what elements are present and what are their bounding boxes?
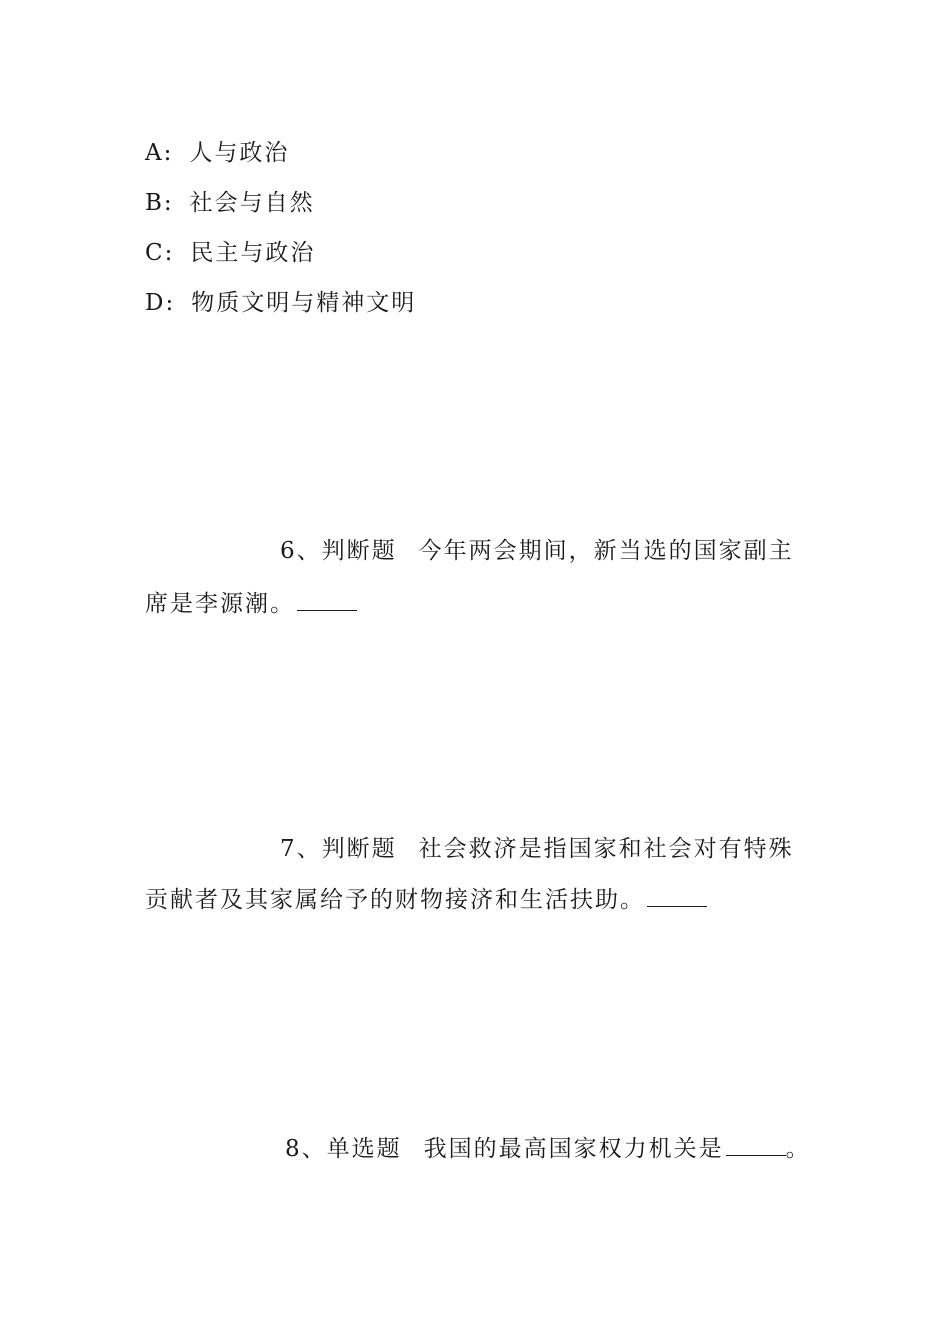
question-7-line2	[145, 884, 707, 915]
option-text: 社会与自然	[189, 190, 315, 216]
answer-blank	[726, 1133, 786, 1156]
option-text: 民主与政治	[190, 240, 316, 266]
question-type: 单选题	[326, 1136, 402, 1162]
option-d	[145, 288, 416, 318]
option-letter: B:	[145, 190, 174, 216]
question-text: 社会救济是指国家和社会对有特殊	[418, 836, 794, 862]
question-type: 判断题	[321, 538, 397, 564]
option-letter: D:	[145, 290, 176, 316]
answer-blank	[647, 884, 707, 907]
option-text: 物质文明与精神文明	[191, 290, 417, 316]
question-end: 。	[785, 1136, 811, 1162]
option-c	[145, 238, 315, 268]
question-text: 贡献者及其家属给予的财物接济和生活扶助。	[145, 887, 645, 913]
question-number: 7、	[280, 836, 322, 862]
question-type: 判断题	[321, 836, 397, 862]
question-7-line1	[280, 834, 794, 864]
option-a	[145, 138, 289, 168]
question-6-line2	[145, 588, 357, 619]
question-8-line1	[285, 1133, 811, 1164]
question-text: 今年两会期间，新当选的国家副主	[418, 538, 794, 564]
option-letter: C:	[145, 240, 175, 266]
option-b	[145, 188, 315, 218]
question-text: 席是李源潮。	[145, 591, 295, 617]
question-number: 6、	[280, 538, 322, 564]
question-text: 我国的最高国家权力机关是	[423, 1136, 724, 1162]
answer-blank	[297, 588, 357, 611]
option-text: 人与政治	[189, 140, 290, 166]
question-number: 8、	[285, 1136, 327, 1162]
option-letter: A:	[145, 140, 174, 166]
question-6-line1	[280, 536, 794, 566]
